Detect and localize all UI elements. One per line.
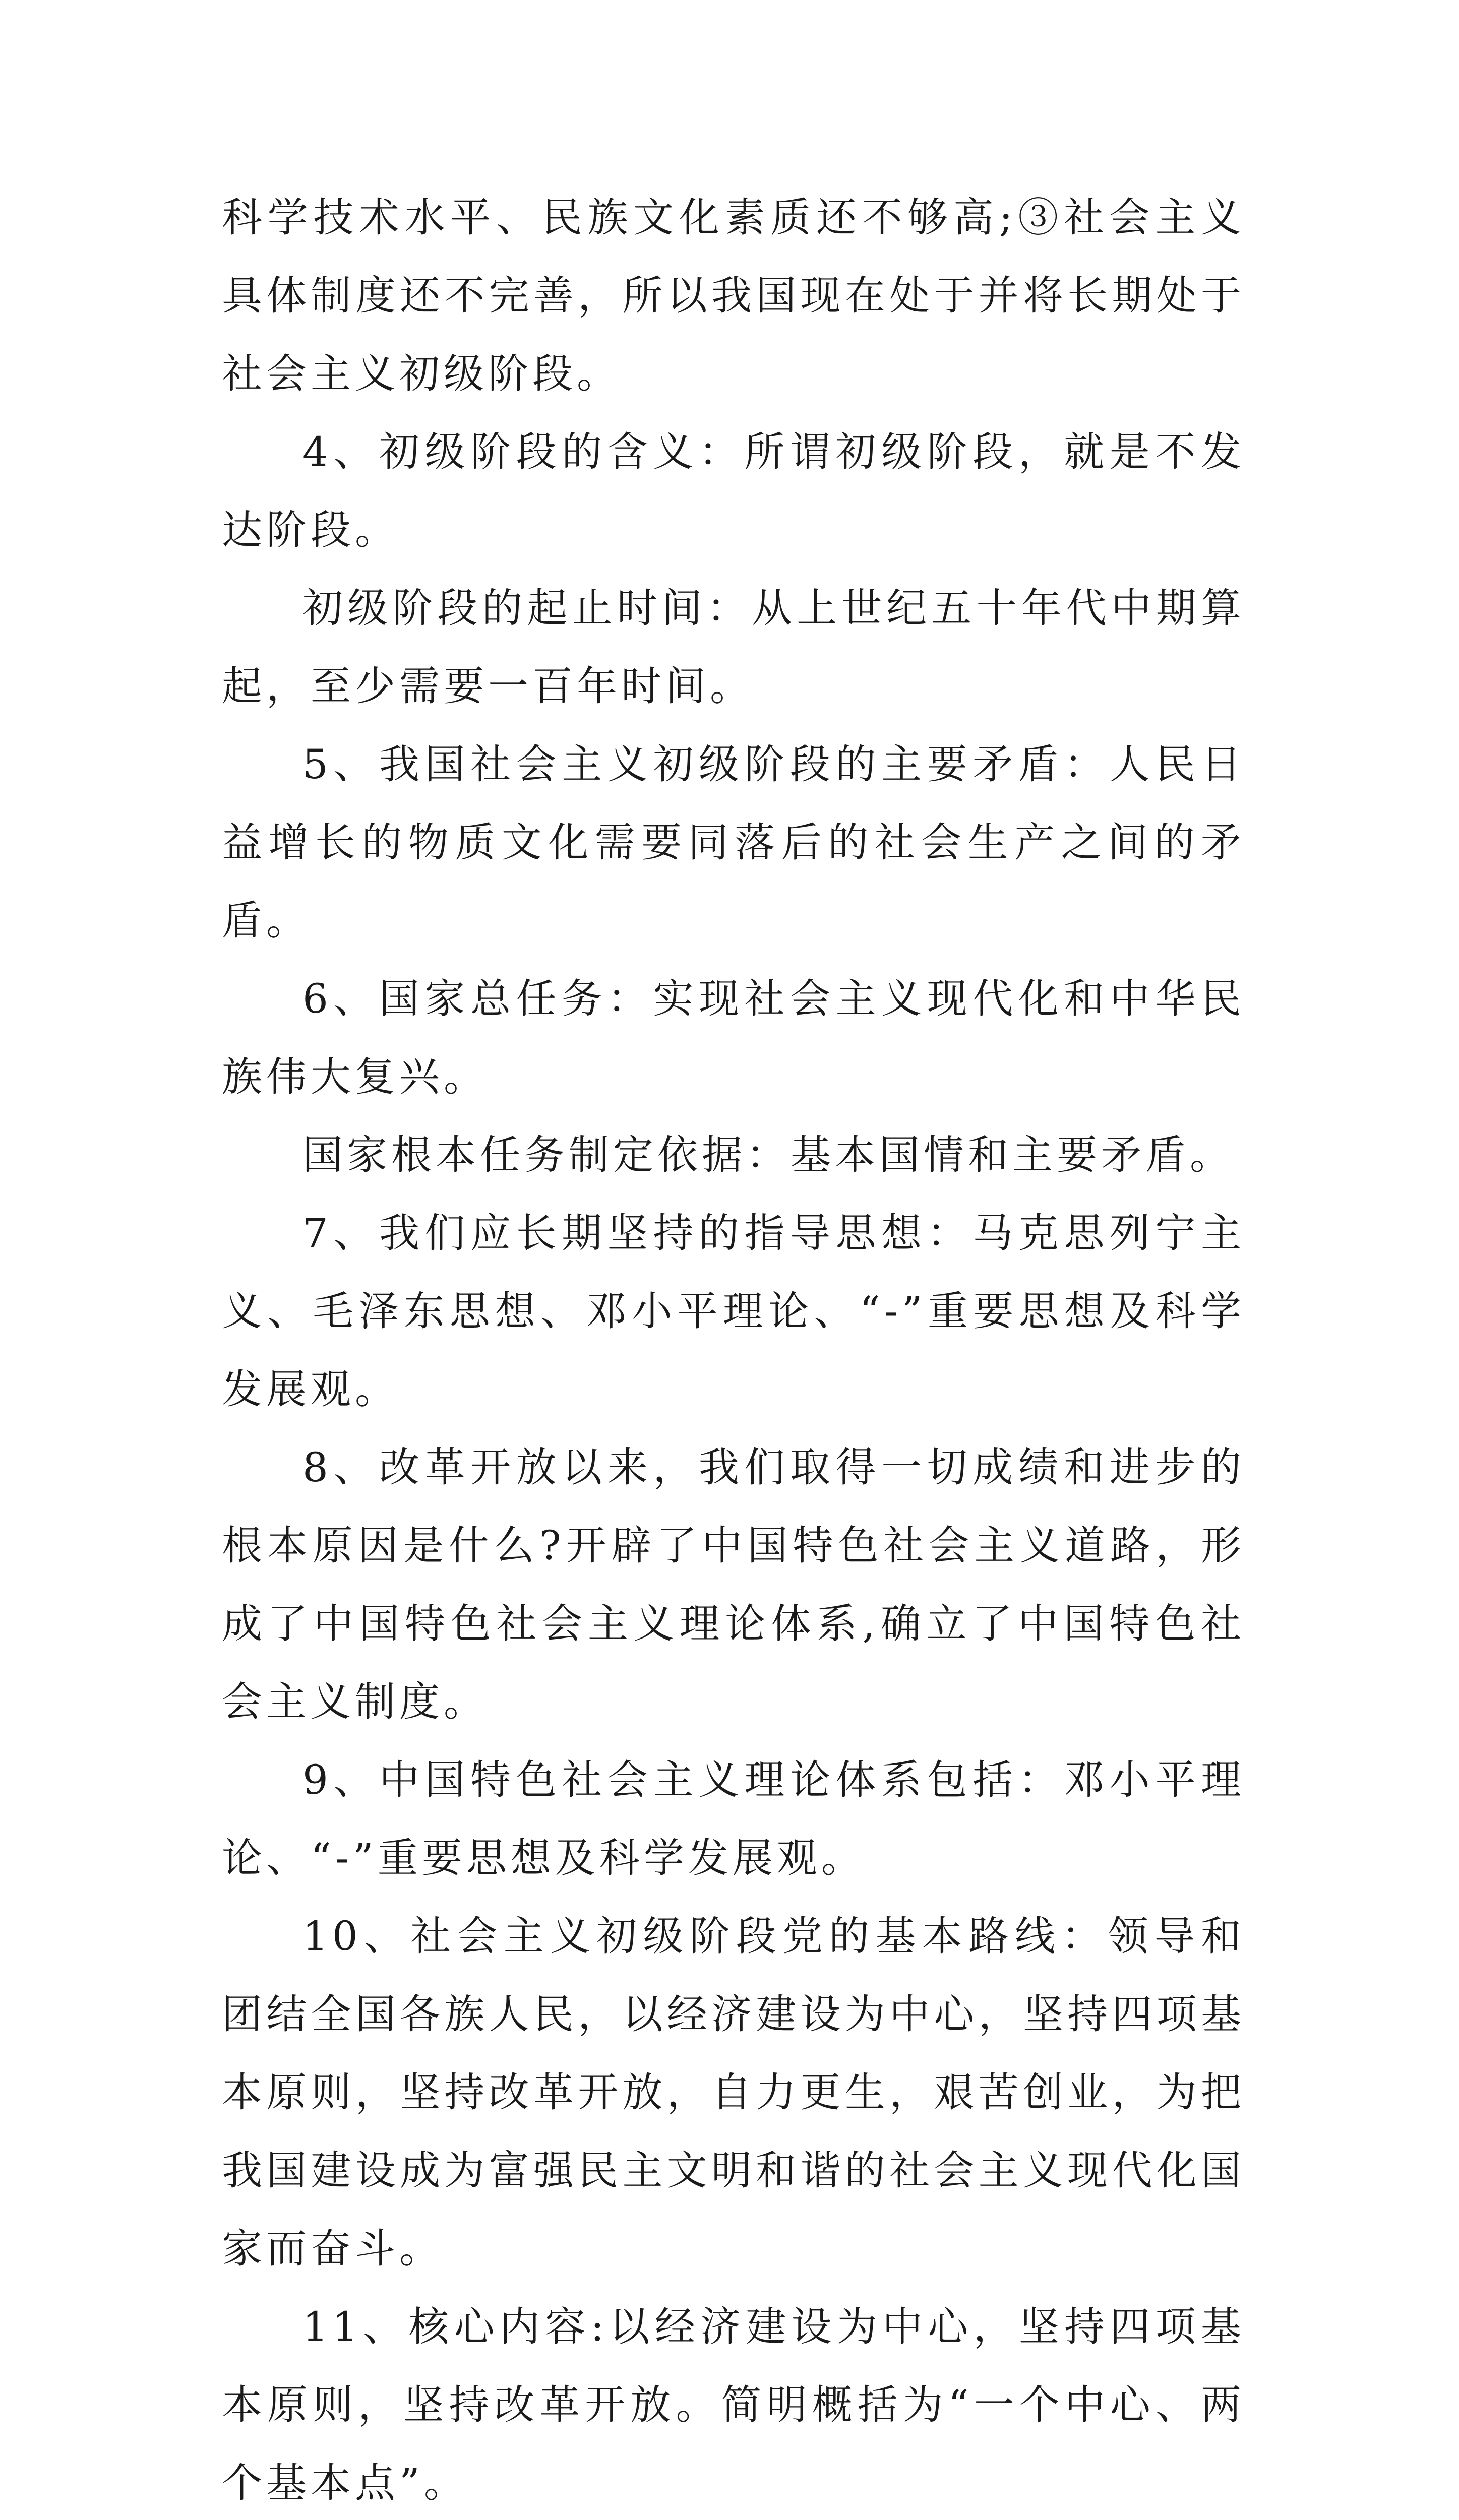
paragraph-item-10: 10、社会主义初级阶段党的基本路线：领导和团结全国各族人民，以经济建设为中心，坚持四项基本原则，坚持改革开放，自力更生，艰苦创业，为把我国建设成为富强民主文明和谐的社会主义现代化国家而奋斗。 xyxy=(222,1913,1245,2272)
document-body xyxy=(222,178,1245,2520)
paragraph-item-4: 4、初级阶段的含义：所谓初级阶段，就是不发达阶段。 xyxy=(222,428,1245,553)
paragraph-item-9: 9、中国特色社会主义理论体系包括：邓小平理论、“-”重要思想及科学发展观。 xyxy=(222,1756,1245,1881)
paragraph-item-6: 6、国家总任务：实现社会主义现代化和中华民族伟大复兴。 xyxy=(222,975,1245,1100)
paragraph-continuation: 科学技术水平、民族文化素质还不够高;③社会主义具体制度还不完善，所以我国现在处于并将长期处于社会主义初级阶段。 xyxy=(222,194,1245,397)
paragraph-item-5: 5、我国社会主义初级阶段的主要矛盾：人民日益增长的物质文化需要同落后的社会生产之间的矛盾。 xyxy=(222,741,1245,944)
paragraph-initial-stage-time: 初级阶段的起止时间：从上世纪五十年代中期算起，至少需要一百年时间。 xyxy=(222,585,1245,710)
paragraph-task-basis: 国家根本任务制定依据：基本国情和主要矛盾。 xyxy=(302,1131,1234,1178)
paragraph-item-11: 11、核心内容:以经济建设为中心，坚持四项基本原则，坚持改革开放。简明概括为“一个中心、两个基本点”。 xyxy=(222,2303,1245,2506)
paragraph-item-7: 7、我们应长期坚持的指导思想：马克思列宁主义、毛泽东思想、邓小平理论、“-”重要思想及科学发展观。 xyxy=(222,1210,1245,1413)
paragraph-item-8: 8、改革开放以来，我们取得一切成绩和进步的根本原因是什么?开辟了中国特色社会主义道路，形成了中国特色社会主义理论体系,确立了中国特色社会主义制度。 xyxy=(222,1444,1245,1725)
